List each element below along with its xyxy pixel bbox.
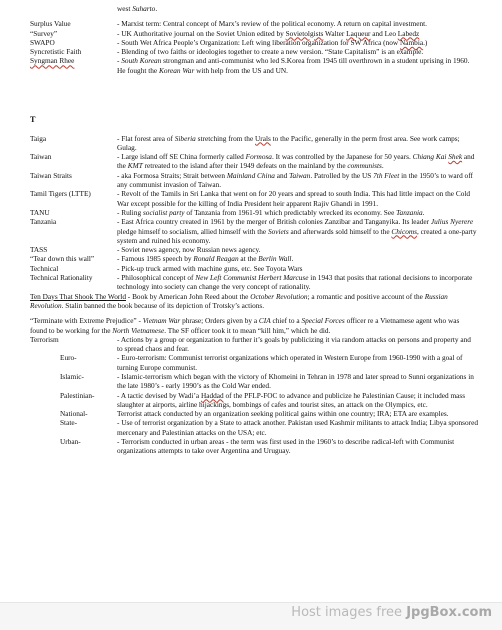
entry-definition: - Actions by a group or organization to further it’s goals by publicizing it via random attacks on persons and property and to spread chaos and fear. [117,334,471,354]
glossary-entry [30,56,478,75]
entry-definition: west Suharto. [117,4,158,13]
glossary-entry [30,335,478,354]
document-page [30,4,478,456]
subentry-term: National- [60,409,88,419]
glossary-entry [30,134,478,153]
glossary-entry [30,264,478,273]
section-heading: T [30,115,36,125]
subentry-term: Urban- [60,437,81,447]
entry-definition: - aka Formosa Straits; Strait between Mainland China and Taiwan. Patrolled by the US 7th Fleet in the 1950’s to ward off any communist invasion of Taiwan. [117,170,473,190]
glossary-entry-full-width: Ten Days That Shook The World - Book by American John Reed about the October Revolution; a romantic and positive account of the Russian Revolution. Stalin banned the book because of its depiction of Trotsky’s actions. [30,291,448,310]
glossary-subentry [30,353,478,372]
entry-definition: - Famous 1985 speech by Ronald Reagan at the Berlin Wall. [117,254,294,264]
entry-term: Surplus Value [30,19,71,29]
glossary-entry [30,29,478,38]
entry-term: “Survey” [30,28,58,38]
subentry-definition: - Euro-terrorism: Communist terrorist organizations which operated in Western Europe from 1960-1990 with a goal of turning Europe communist. [117,353,463,372]
entry-definition: - Soviet news agency, now Russian news agency. [117,245,261,255]
book-title: Ten Days That Shook The World [30,291,126,301]
entry-definition: - Philosophical concept of New Left Communist Herbert Marcuse in 1943 that posits that rational decisions to incorporate technology into society can change the very concept of rationality. [117,273,473,292]
entry-definition: - Blending of two faiths or ideologies together to create a new version. “State Capitalism” is an example. [117,47,424,57]
glossary-entry-full-width: “Terminate with Extreme Prejudice” - Vietnam War phrase; Orders given by a CIA chief to a Special Forces officer re a Vietnamese agent who was found to be working for the North Vietnamese. The SF officer took it to mean “kill him,” which he did. [30,316,460,335]
subentry-definition: - Use of terrorist organization by a State to attack another. Pakistan used Kashmir militants to attack India; Libya sponsored mercenary and Palestinian attacks on the USA; etc. [117,418,478,437]
watermark-text [291,605,492,620]
glossary-entry [30,208,478,217]
entry-definition: - Marxist term: Central concept of Marx’s review of the political economy. A return on capital investment. [117,19,427,29]
entry-definition: - Pick-up truck armed with machine guns, etc. See Toyota Wars [117,263,303,273]
subentry-term: Islamic- [60,372,84,381]
glossary-entry [30,152,478,171]
glossary-subentry [30,409,478,418]
phrase-title: “Terminate with Extreme Prejudice” [30,316,137,326]
subentry-definition: - A tactic devised by Wadi’a Haddad of the PFLP-FOC to advance and publicize he Palestinian Cause; it included mass slaughter at airports, airline hijackings, bombings of cafes and tourist sites, an attack on the Olympics, etc. [117,390,466,409]
entry-term: Syncretistic Faith [30,47,82,57]
glossary-entry [30,47,478,56]
subentry-term: Euro- [60,353,77,363]
entry-definition: - Large island off SE China formerly called Formosa. It was controlled by the Japanese for 50 years. Chiang Kai Shek and the KMT retreated to the island after their 1949 defeats on the mainland by the communists. [117,152,475,171]
glossary-entry [30,217,478,245]
subentry-definition: - Islamic-terrorism which began with the victory of Khomeini in Tehran in 1978 and later spread to Sunni organizations in the late 1980’s - early 1990’s as the Cold War ended. [117,372,474,391]
entry-term: SWAPO [30,37,55,47]
entry-term: Syngman Rhee [30,56,75,66]
glossary-subentry [30,372,478,391]
entry-term: Taiwan [30,152,52,162]
entry-term: Tanzania [30,217,57,227]
entry-definition: - Ruling socialist party of Tanzania from 1961-91 which predictably wrecked its economy. See Tanzania. [117,207,425,217]
entry-term: Taiwan Straits [30,170,72,180]
entry-term: TASS [30,245,48,255]
entry-term: TANU [30,207,50,217]
entry-definition: - South Wet Africa People’s Organization: Left wing liberation organization for SW Africa (now Nambia.) [117,37,428,47]
subentry-definition: - Terrorism conducted in urban areas - the term was first used in the 1960’s to describe radical-left with Communist organizations attempts to take over Argentina and Uruguay. [117,437,455,456]
glossary-entry [30,38,478,47]
subentry-term: State- [60,418,78,428]
entry-definition: - East Africa country created in 1961 by the merger of British colonies Zanzibar and Tanganyika. Its leader Julius Nyerere pledge himself to socialism, allied himself with the Soviets and afterwards sold himself to the Chicoms, created a one-party system and ruined his economy. [117,217,477,245]
entry-term: Terrorism [30,334,59,344]
entry-term: Technical [30,263,59,273]
entry-definition: - Flat forest area of Siberia stretching from the Urals to the Pacific, generally in the perm frost area. See work camps; Gulag. [117,133,460,152]
entry-definition: - UK Authoritative journal on the Soviet Union edited by Sovietolgists Walter Laqueur and Leo Labedz [117,28,420,38]
subentry-definition: Terrorist attack conducted by an organization seeking political gains within one country; IRA; ETA are examples. [117,409,449,419]
glossary-entry [30,19,478,28]
entry-term: Taiga [30,133,47,143]
glossary-subentry [30,391,478,410]
watermark-bar [0,602,502,630]
entry-term: Tamil Tigers (LTTE) [30,189,91,199]
glossary-subentry [30,418,478,437]
watermark-prefix: Host images free [291,605,407,620]
glossary-entry [30,273,478,292]
entry-term: “Tear down this wall” [30,254,95,264]
glossary-entry [30,4,478,13]
glossary-entry [30,189,478,208]
glossary-entry [30,254,478,263]
glossary-entry [30,171,478,190]
subentry-term: Palestinian- [60,390,95,400]
entry-definition: - South Korean strongman and anti-communist who led S.Korea from 1945 till overthrown in a student uprising in 1960. He fought the Korean War with help from the US and UN. [117,56,470,75]
entry-term: Technical Rationality [30,273,93,283]
glossary-entry [30,245,478,254]
glossary-subentry [30,437,478,456]
entry-definition: - Revolt of the Tamils in Sri Lanka that went on for 20 years and spread to south India. This had little impact on the Cold War except possible for the killing of India President heir apparent Rajiv Ghandi in 1991. [117,189,471,208]
watermark-brand: JpgBox.com [406,605,492,620]
